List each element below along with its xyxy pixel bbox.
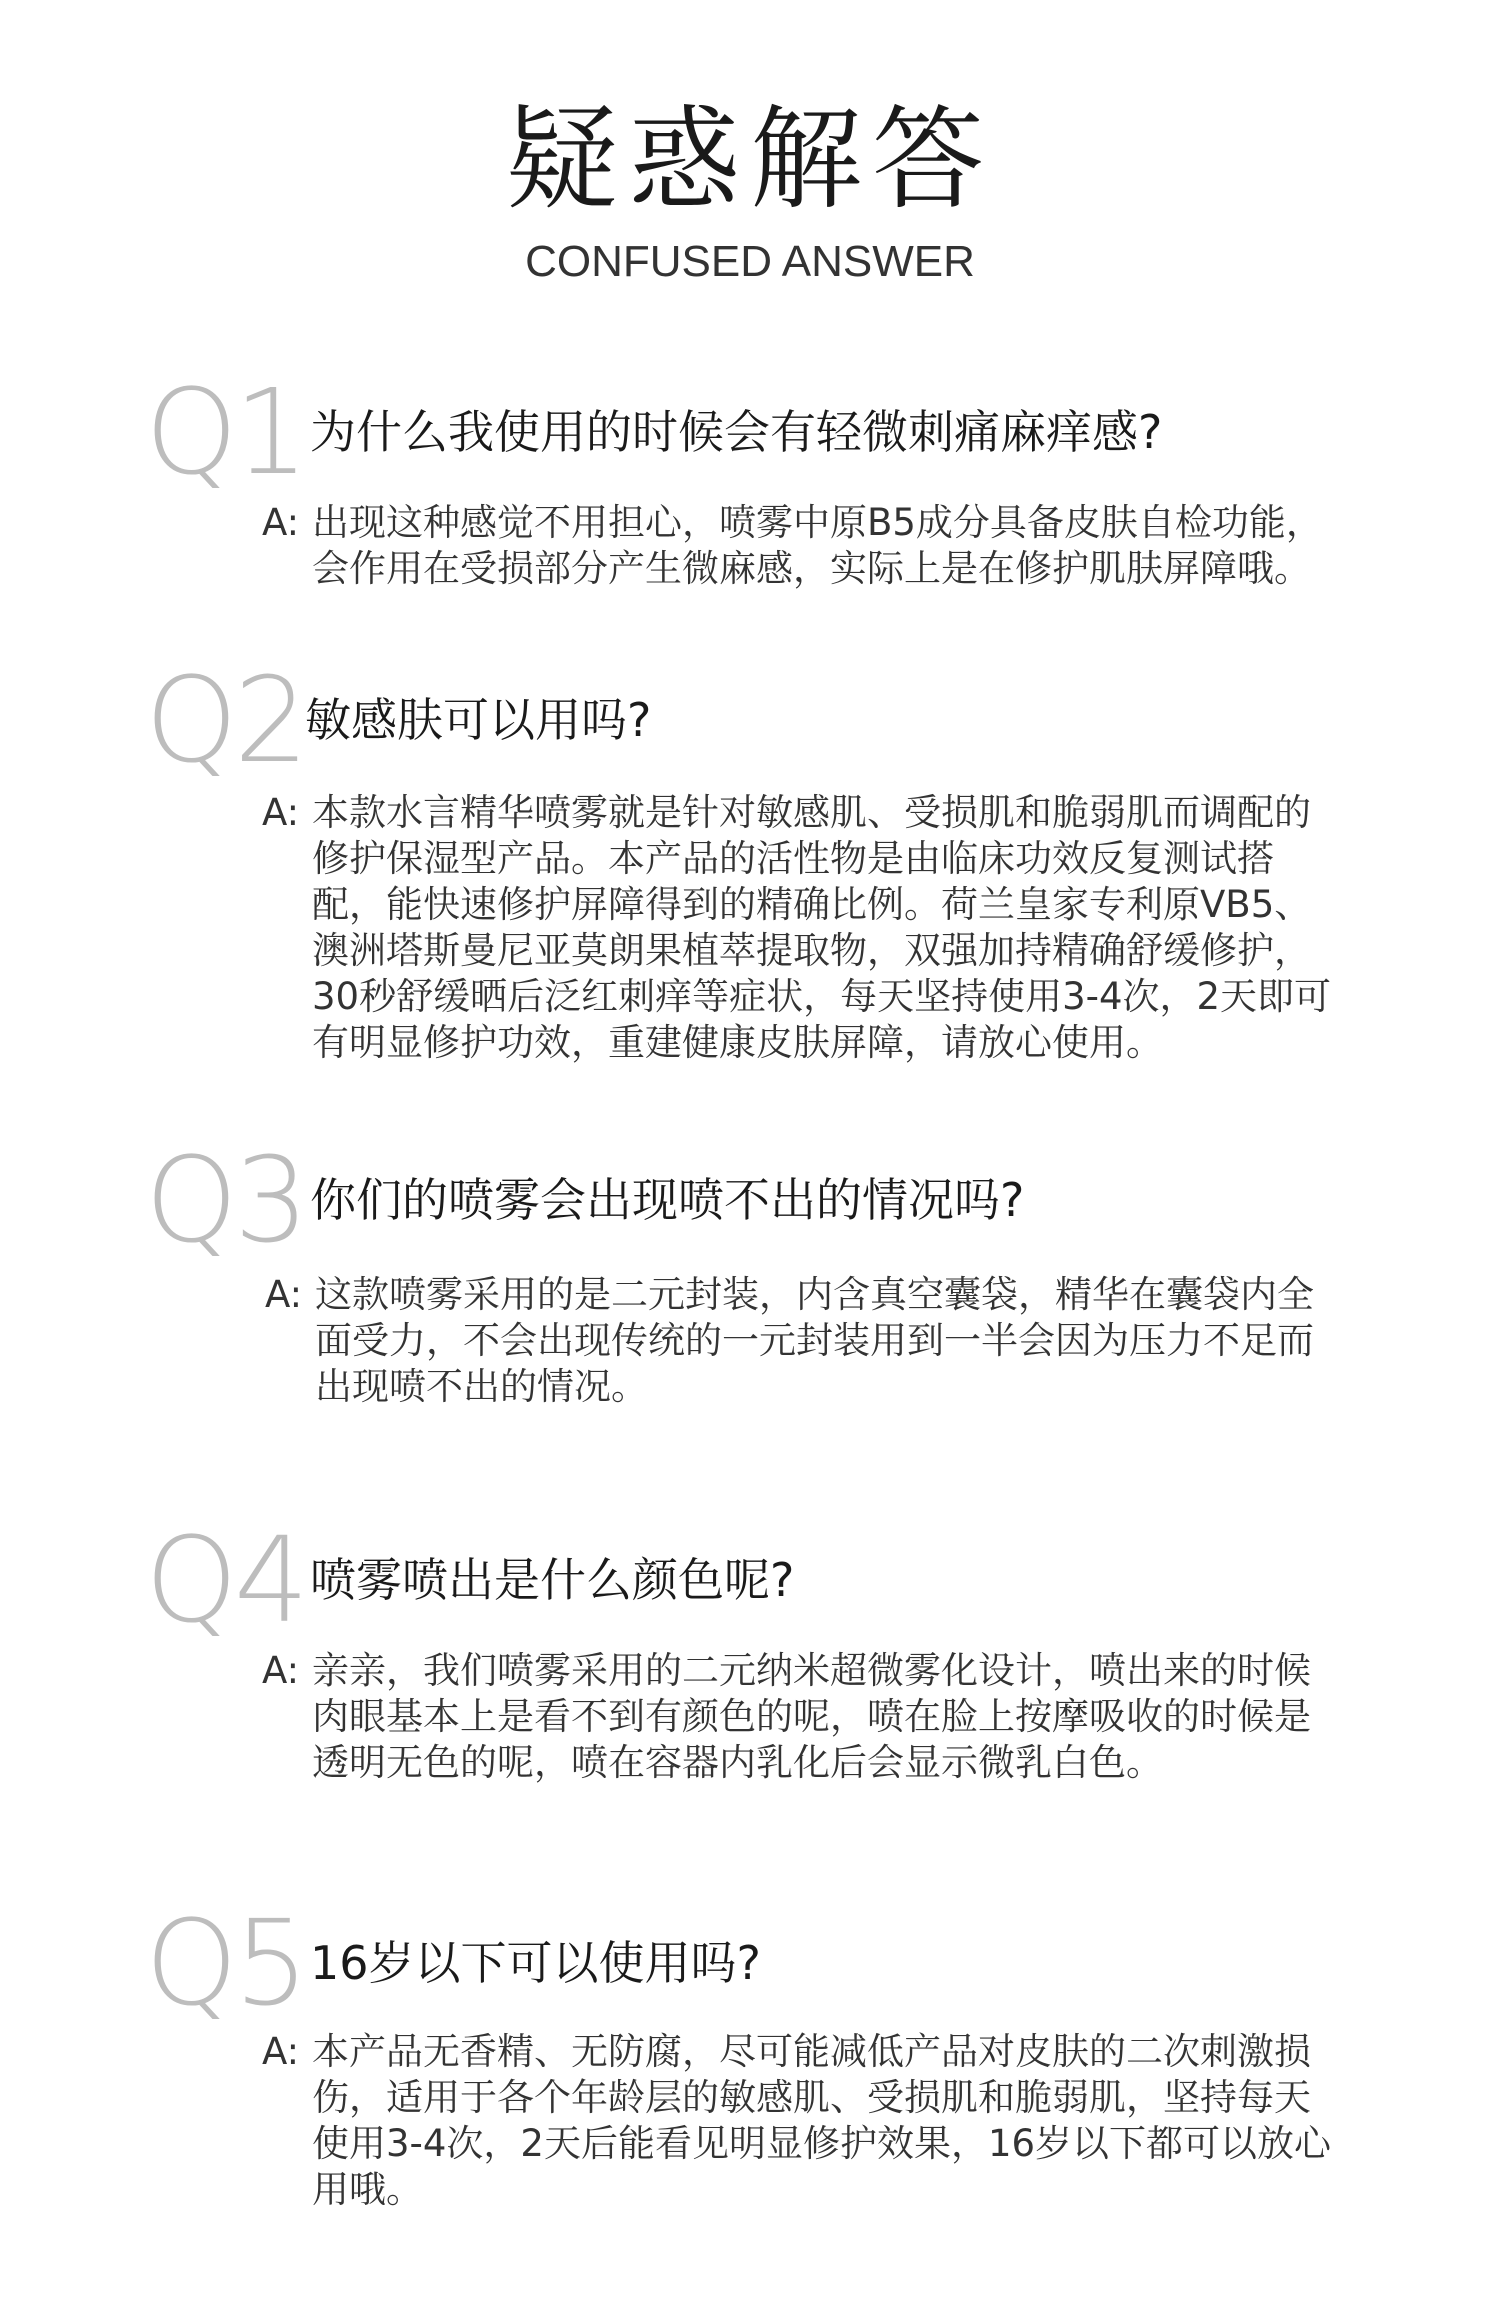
answer-text: 本产品无香精、无防腐，尽可能减低产品对皮肤的二次刺激损伤，适用于各个年龄层的敏感肌、受损肌和脆弱肌，坚持每天使用3-4次，2天后能看见明显修护效果，16岁以下都可以放心用哦。	[312, 2030, 1332, 2211]
page-title: 疑惑解答	[506, 95, 994, 225]
question-text: 喷雾喷出是什么颜色呢?	[310, 1553, 795, 1607]
answer-text: 出现这种感觉不用担心，喷雾中原B5成分具备皮肤自检功能，会作用在受损部分产生微麻感，实际上是在修护肌肤屏障哦。	[312, 501, 1323, 590]
question-number: Q2	[145, 651, 305, 789]
answer-block	[262, 2029, 1342, 2213]
answer-text: 亲亲，我们喷雾采用的二元纳米超微雾化设计，喷出来的时候肉眼基本上是看不到有颜色的呢，喷在脸上按摩吸收的时候是透明无色的呢，喷在容器内乳化后会显示微乳白色。	[312, 1649, 1311, 1784]
question-text: 敏感肤可以用吗?	[305, 693, 652, 747]
answer-label: A:	[262, 1649, 300, 1692]
page-subtitle: CONFUSED ANSWER	[525, 237, 975, 286]
question-number: Q1	[145, 363, 305, 501]
answer-label: A:	[265, 1273, 303, 1316]
question-text: 你们的喷雾会出现喷不出的情况吗?	[310, 1173, 1025, 1227]
question-number: Q4	[145, 1511, 305, 1649]
question-text: 16岁以下可以使用吗?	[310, 1936, 761, 1990]
answer-block	[262, 500, 1342, 592]
question-text: 为什么我使用的时候会有轻微刺痛麻痒感?	[310, 405, 1163, 459]
question-number: Q5	[145, 1894, 305, 2032]
question-number: Q3	[145, 1131, 305, 1269]
answer-text: 这款喷雾采用的是二元封装，内含真空囊袋，精华在囊袋内全面受力，不会出现传统的一元封装用到一半会因为压力不足而出现喷不出的情况。	[315, 1273, 1314, 1408]
answer-block	[265, 1272, 1345, 1410]
answer-text: 本款水言精华喷雾就是针对敏感肌、受损肌和脆弱肌而调配的修护保湿型产品。本产品的活性物是由临床功效反复测试搭配，能快速修护屏障得到的精确比例。荷兰皇家专利原VB5、澳洲塔斯曼尼亚莫朗果植萃提取物，双强加持精确舒缓修护，30秒舒缓晒后泛红刺痒等症状，每天坚持使用3-4次，2天即可有明显修护功效，重建健康皮肤屏障，请放心使用。	[312, 791, 1332, 1064]
answer-label: A:	[262, 501, 300, 544]
answer-block	[262, 790, 1342, 1066]
answer-label: A:	[262, 791, 300, 834]
answer-block	[262, 1648, 1342, 1786]
answer-label: A:	[262, 2030, 300, 2073]
